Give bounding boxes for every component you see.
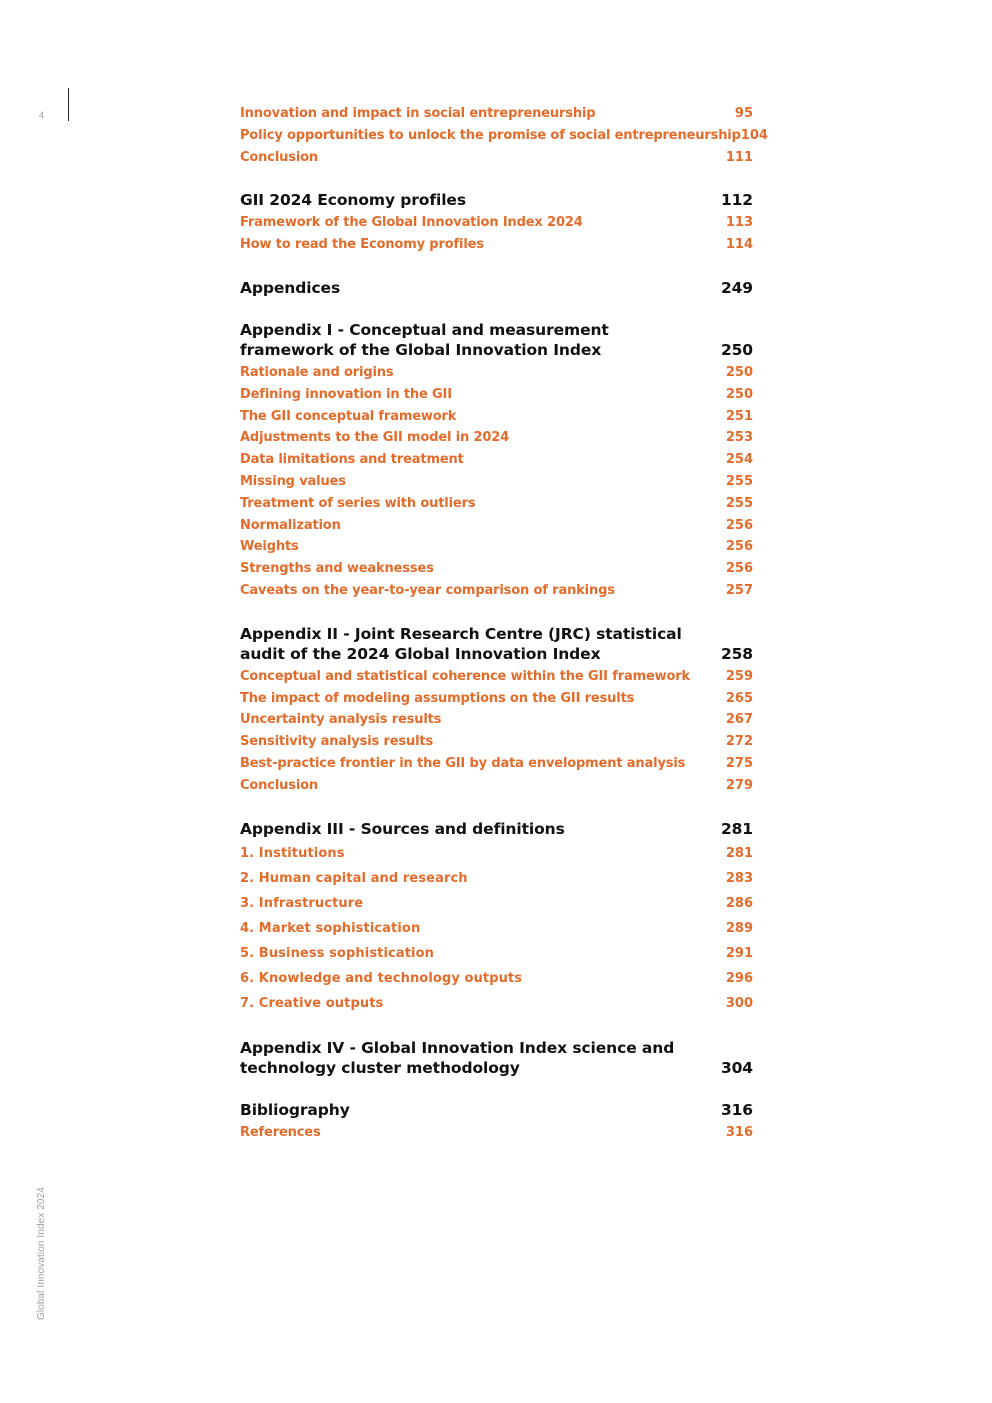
- toc-heading-label: Appendices: [240, 278, 341, 297]
- toc-entry-page: 113: [725, 215, 753, 231]
- toc-entry-page: 95: [734, 106, 753, 121]
- toc-entry[interactable]: [240, 1122, 753, 1144]
- toc-entry-page: 255: [725, 495, 753, 511]
- toc-entry-page: 267: [725, 712, 753, 728]
- toc-heading-label: [240, 1038, 674, 1078]
- toc-entry-page: 272: [725, 734, 753, 750]
- toc-entry[interactable]: [240, 234, 753, 256]
- toc-heading-label: Appendix III - Sources and definitions: [240, 819, 565, 838]
- toc-heading-page: 281: [720, 819, 753, 838]
- running-title: Global Innovation Index 2024: [36, 1187, 47, 1320]
- toc-section-appendix-3: [240, 819, 753, 1016]
- toc-heading-label: [240, 320, 609, 360]
- toc-entry-page: 254: [725, 452, 753, 468]
- toc-entry-label: Conclusion: [240, 777, 319, 793]
- toc-heading[interactable]: [240, 1100, 753, 1120]
- toc-entry[interactable]: [240, 709, 753, 731]
- toc-heading[interactable]: [240, 190, 753, 210]
- toc-entry[interactable]: [240, 580, 753, 602]
- toc-entry-page: 275: [725, 755, 753, 771]
- toc-section-economy-profiles: [240, 190, 753, 256]
- toc-entry-page: 259: [725, 668, 753, 684]
- toc-entry-label: Defining innovation in the GII: [240, 386, 452, 402]
- toc-entry-label: Missing values: [240, 473, 346, 489]
- toc-heading-line: Appendix I - Conceptual and measurement: [240, 320, 609, 339]
- toc-section-appendix-2: [240, 624, 753, 797]
- toc-entry[interactable]: [240, 147, 753, 169]
- toc-heading-line: Appendix II - Joint Research Centre (JRC) statistical: [240, 624, 682, 643]
- toc-entry[interactable]: [240, 125, 768, 147]
- toc-entry-label: Treatment of series with outliers: [240, 495, 476, 511]
- toc-entry[interactable]: [240, 891, 753, 916]
- toc-entry-label: 1. Institutions: [240, 845, 345, 861]
- toc-entry-label: How to read the Economy profiles: [240, 237, 484, 253]
- toc-entry[interactable]: [240, 941, 753, 966]
- toc-entry-page: 291: [725, 945, 753, 961]
- toc-entry-label: 3. Infrastructure: [240, 895, 364, 911]
- toc-entry[interactable]: [240, 841, 753, 866]
- toc-entry-label: 5. Business sophistication: [240, 945, 434, 961]
- toc-entry-page: 283: [725, 870, 753, 886]
- toc-entry-page: 257: [725, 582, 753, 598]
- toc-heading-label: [240, 624, 682, 664]
- toc-entry-page: 255: [725, 473, 753, 489]
- toc-entry[interactable]: [240, 406, 753, 428]
- toc-entry-page: 104: [740, 127, 768, 143]
- toc-heading[interactable]: [240, 819, 753, 839]
- toc-entry-page: 286: [725, 895, 753, 911]
- toc-entry-label: References: [240, 1124, 321, 1140]
- toc-entry-label: 6. Knowledge and technology outputs: [240, 970, 523, 986]
- toc-entry-page: 253: [725, 430, 753, 446]
- toc-entry[interactable]: [240, 731, 753, 753]
- toc-heading-page: 112: [720, 191, 753, 210]
- toc-heading-page: 316: [720, 1100, 753, 1119]
- toc-entry[interactable]: [240, 916, 753, 941]
- toc-entry[interactable]: [240, 536, 753, 558]
- toc-entry-page: 300: [725, 995, 753, 1011]
- toc-entry[interactable]: [240, 212, 753, 234]
- toc-entry-page: 281: [725, 845, 753, 861]
- toc-entry-page: 251: [725, 408, 753, 424]
- toc-heading-page: 258: [720, 644, 753, 663]
- toc-entry-label: Conclusion: [240, 149, 319, 165]
- toc-entry[interactable]: [240, 558, 753, 580]
- toc-entry-page: 289: [725, 920, 753, 936]
- toc-entry-page: 250: [725, 386, 753, 402]
- toc-entry-label: 4. Market sophistication: [240, 920, 421, 936]
- toc-entry[interactable]: [240, 991, 753, 1016]
- toc-entry[interactable]: [240, 753, 753, 775]
- toc-entry-label: 2. Human capital and research: [240, 870, 468, 886]
- toc-entry-page: 265: [725, 690, 753, 706]
- toc-heading-label: Bibliography: [240, 1100, 350, 1119]
- toc-entry-label: Sensitivity analysis results: [240, 734, 434, 750]
- toc-entry[interactable]: [240, 515, 753, 537]
- toc-section-social-entrepreneurship: [240, 103, 768, 168]
- page-number: 4: [39, 110, 45, 120]
- toc-heading-page: 250: [720, 340, 753, 359]
- toc-heading-label: GII 2024 Economy profiles: [240, 191, 466, 210]
- toc-entry-label: The impact of modeling assumptions on the GII results: [240, 690, 635, 706]
- header-rule: [68, 88, 69, 121]
- toc-heading-line: framework of the Global Innovation Index: [240, 340, 602, 359]
- toc-entry-label: Conceptual and statistical coherence within the GII framework: [240, 668, 691, 684]
- toc-heading-line: Appendix IV - Global Innovation Index science and: [240, 1038, 675, 1057]
- toc-entry-label: Innovation and impact in social entrepreneurship: [240, 106, 596, 121]
- toc-heading-page: 304: [720, 1058, 753, 1077]
- toc-section-appendix-1: [240, 320, 753, 602]
- toc-entry-label: Framework of the Global Innovation Index 2024: [240, 215, 583, 231]
- toc-entry-label: The GII conceptual framework: [240, 408, 457, 424]
- toc-entry-page: 250: [725, 364, 753, 380]
- toc-entry-label: Weights: [240, 539, 299, 555]
- toc-heading[interactable]: [240, 1038, 753, 1078]
- toc-entry-label: Data limitations and treatment: [240, 452, 464, 468]
- toc-heading[interactable]: [240, 278, 753, 298]
- toc-entry[interactable]: [240, 966, 753, 991]
- toc-entry[interactable]: [240, 362, 753, 384]
- toc-entry[interactable]: [240, 666, 753, 688]
- toc-entry[interactable]: [240, 449, 753, 471]
- toc-entry-label: Strengths and weaknesses: [240, 561, 434, 577]
- toc-entry[interactable]: [240, 866, 753, 891]
- toc-entry-page: 256: [725, 517, 753, 533]
- toc-entry-page: 256: [725, 539, 753, 555]
- toc-entry-label: Adjustments to the GII model in 2024: [240, 430, 510, 446]
- toc-entry-label: Uncertainty analysis results: [240, 712, 442, 728]
- toc-heading-line: technology cluster methodology: [240, 1058, 520, 1077]
- toc-heading-line: audit of the 2024 Global Innovation Index: [240, 644, 601, 663]
- toc-entry[interactable]: [240, 775, 753, 797]
- toc-entry-label: Normalization: [240, 517, 341, 533]
- toc-heading[interactable]: [240, 624, 753, 664]
- toc-entry[interactable]: [240, 688, 753, 710]
- toc-heading-page: 249: [720, 278, 753, 297]
- toc-entry-label: Rationale and origins: [240, 364, 394, 380]
- toc-section-appendices: [240, 278, 753, 298]
- toc-entry-label: Policy opportunities to unlock the promise of social entrepreneurship: [240, 127, 741, 143]
- toc-entry-page: 111: [725, 149, 753, 165]
- table-of-contents: [240, 103, 768, 1143]
- toc-entry[interactable]: [240, 103, 753, 125]
- toc-entry[interactable]: [240, 384, 753, 406]
- toc-entry-label: 7. Creative outputs: [240, 995, 384, 1011]
- toc-entry-page: 296: [725, 970, 753, 986]
- toc-entry[interactable]: [240, 471, 753, 493]
- toc-entry-page: 316: [725, 1124, 753, 1140]
- toc-entry[interactable]: [240, 493, 753, 515]
- toc-entry-page: 256: [725, 561, 753, 577]
- toc-entry-label: Best-practice frontier in the GII by data envelopment analysis: [240, 755, 686, 771]
- toc-entry-page: 114: [725, 237, 753, 253]
- toc-entry-page: 279: [725, 777, 753, 793]
- toc-entry[interactable]: [240, 427, 753, 449]
- toc-entry-label: Caveats on the year-to-year comparison of rankings: [240, 582, 615, 598]
- toc-section-bibliography: [240, 1100, 753, 1144]
- toc-heading[interactable]: [240, 320, 753, 360]
- toc-section-appendix-4: [240, 1038, 753, 1078]
